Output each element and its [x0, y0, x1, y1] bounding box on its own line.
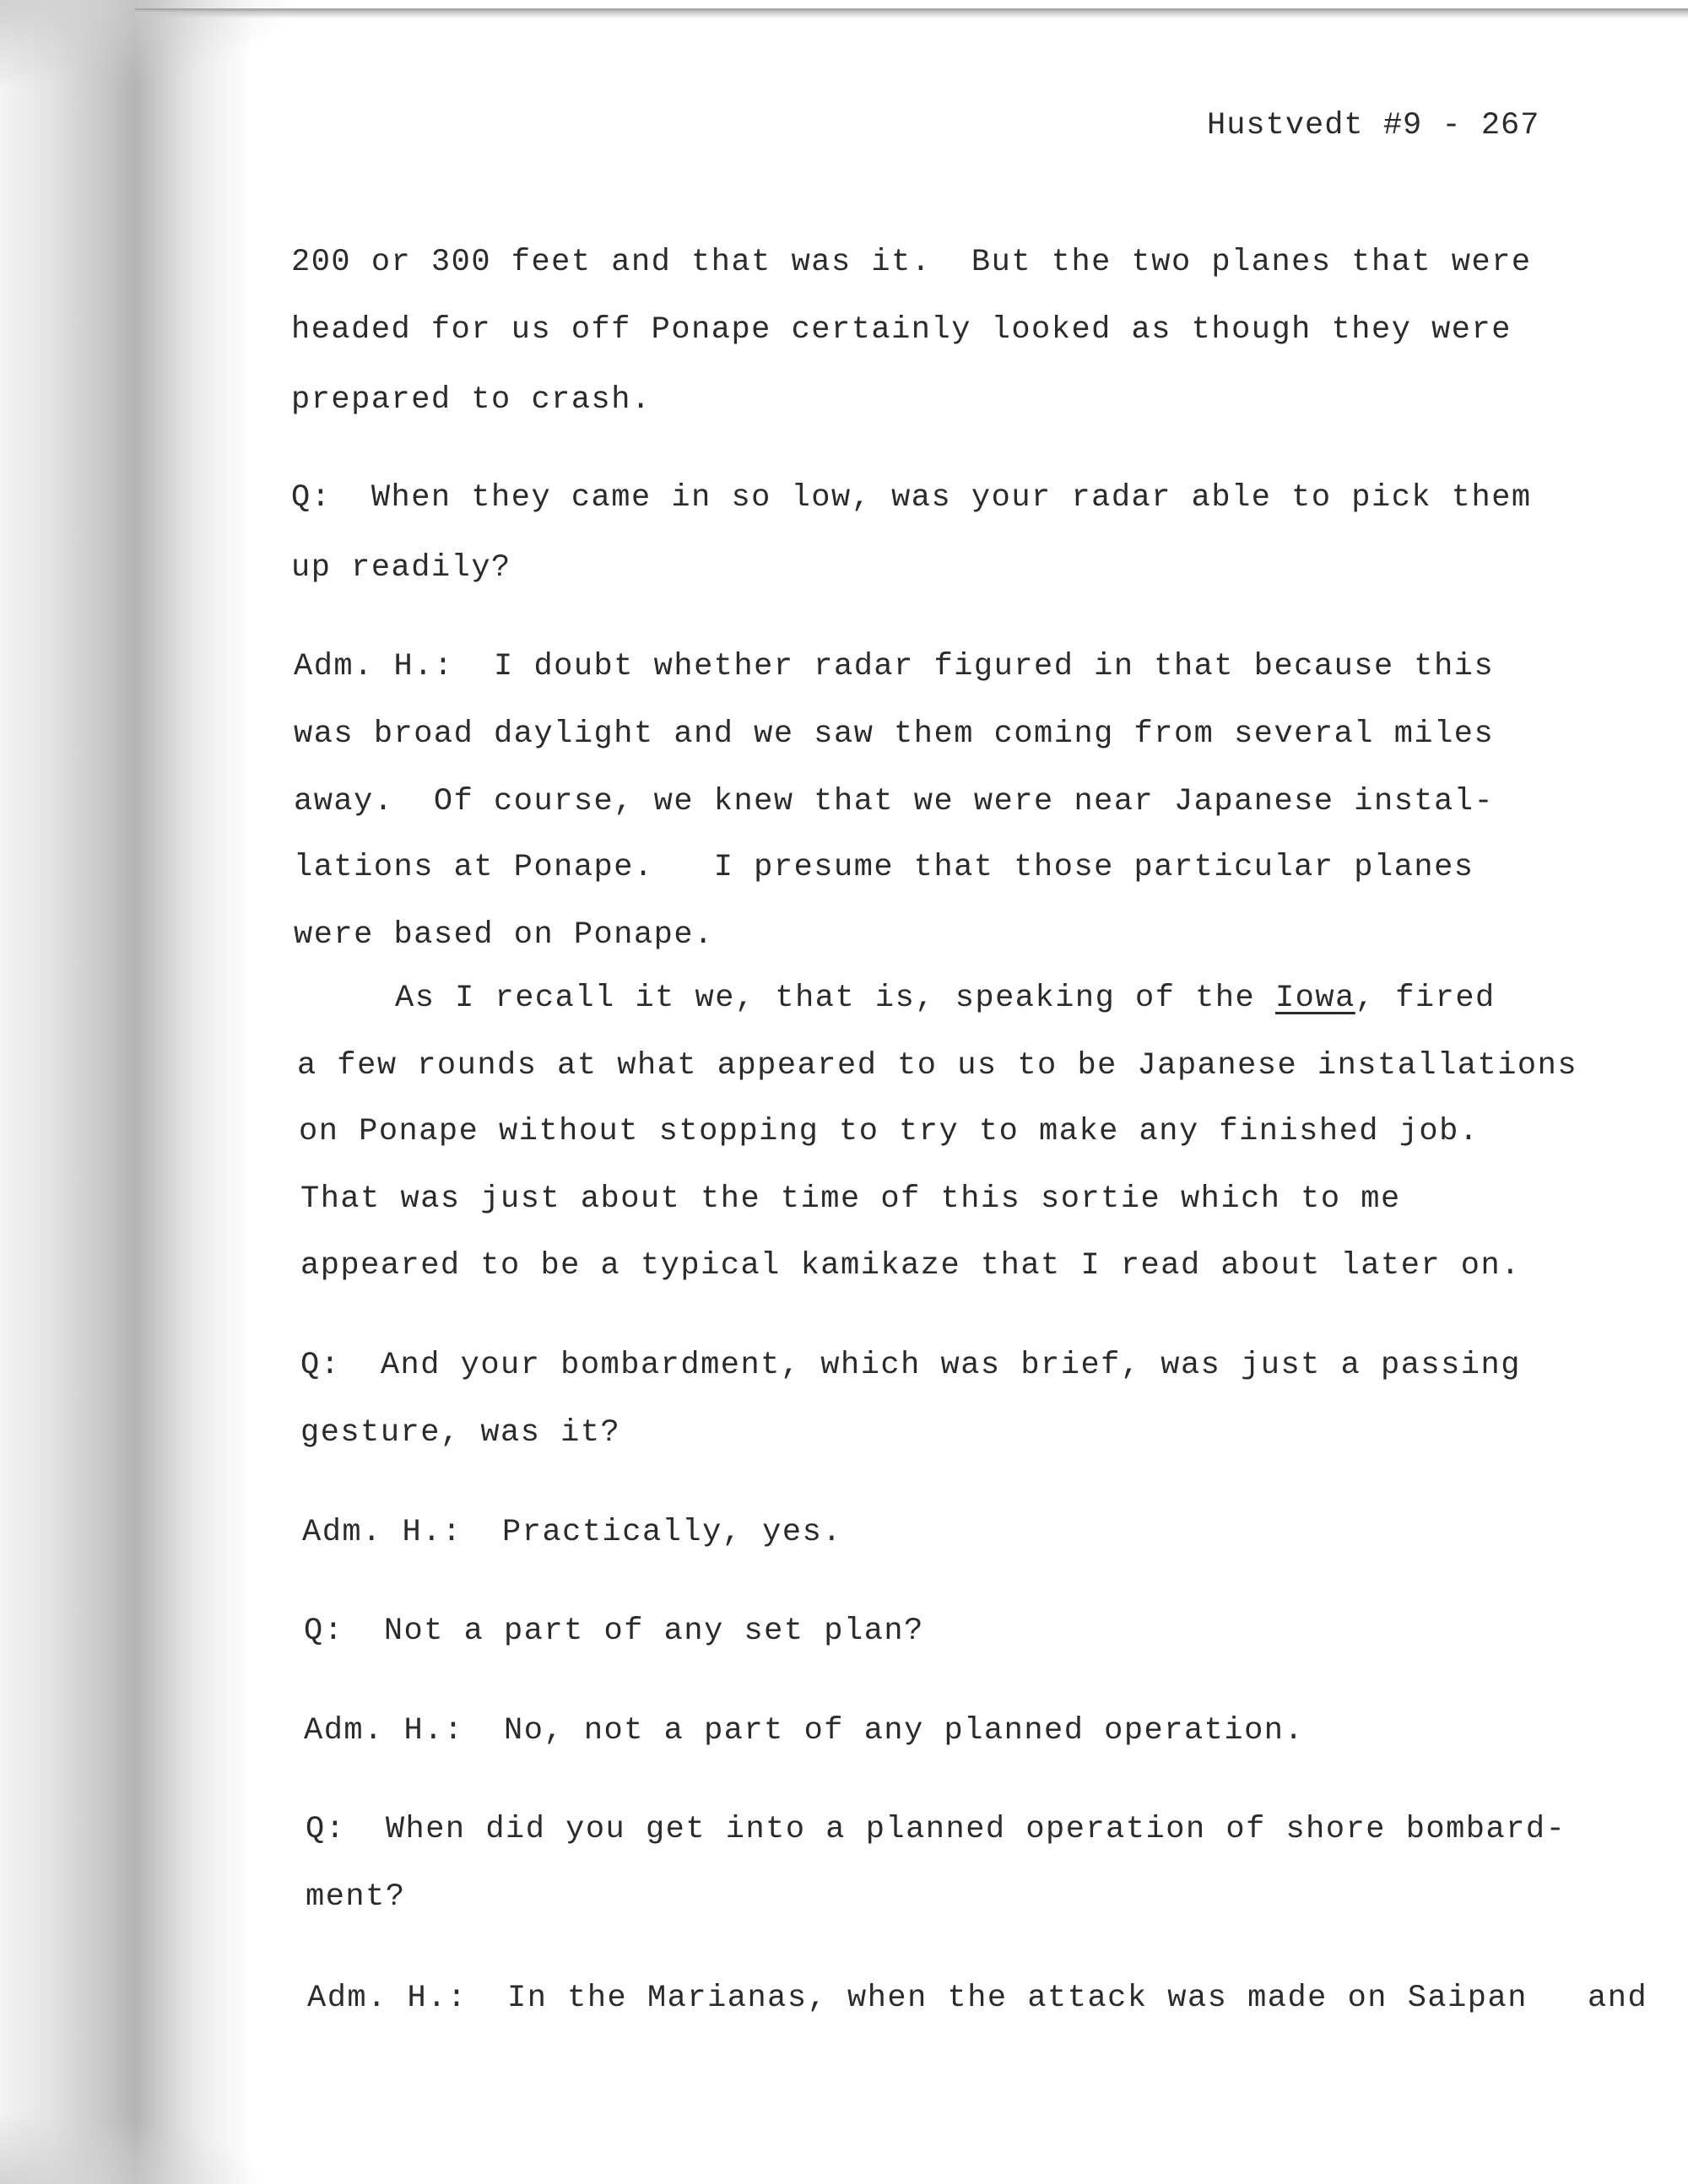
- text-line: Q: When they came in so low, was your radar able to pick them: [291, 480, 1532, 516]
- text-line: ment?: [306, 1879, 406, 1915]
- text-line: prepared to crash.: [291, 382, 652, 418]
- page-top-edge: [135, 8, 1688, 19]
- text-line: up readily?: [291, 550, 511, 586]
- text-line: was broad daylight and we saw them coming from several miles: [294, 716, 1495, 752]
- binding-shadow-bottom: [0, 2108, 270, 2184]
- text-line: on Ponape without stopping to try to make any finished job.: [299, 1114, 1480, 1149]
- text-line: appeared to be a typical kamikaze that I read about later on.: [300, 1248, 1521, 1284]
- text-line: Q: When did you get into a planned operation of shore bombard-: [306, 1812, 1566, 1847]
- ship-name-underlined: Iowa: [1274, 981, 1355, 1016]
- text-segment: As I recall it we, that is, speaking of the: [395, 981, 1275, 1016]
- text-line: Adm. H.: I doubt whether radar figured in that because this: [294, 649, 1495, 684]
- text-line: gesture, was it?: [300, 1415, 621, 1451]
- binding-shadow: [0, 0, 253, 2184]
- page-header: Hustvedt #9 - 267: [1207, 108, 1540, 143]
- text-line: lations at Ponape. I presume that those particular planes: [294, 850, 1474, 885]
- text-line: Adm. H.: In the Marianas, when the attack was made on Saipan and: [307, 1981, 1648, 2016]
- text-line: a few rounds at what appeared to us to be Japanese installations: [297, 1048, 1578, 1084]
- text-line: Q: Not a part of any set plan?: [304, 1614, 924, 1649]
- text-line: That was just about the time of this sortie which to me: [300, 1181, 1401, 1217]
- text-line: Adm. H.: No, not a part of any planned operation.: [304, 1713, 1305, 1749]
- text-line: Q: And your bombardment, which was brief, was just a passing: [300, 1348, 1521, 1383]
- text-line: were based on Ponape.: [294, 917, 714, 953]
- text-line: 200 or 300 feet and that was it. But the two planes that were: [291, 245, 1532, 280]
- text-line: away. Of course, we knew that we were near Japanese instal-: [294, 784, 1495, 819]
- text-segment: , fired: [1355, 981, 1496, 1016]
- text-line: Adm. H.: Practically, yes.: [302, 1515, 842, 1550]
- text-line: [395, 983, 1496, 1014]
- text-line: headed for us off Ponape certainly looked as though they were: [291, 312, 1512, 348]
